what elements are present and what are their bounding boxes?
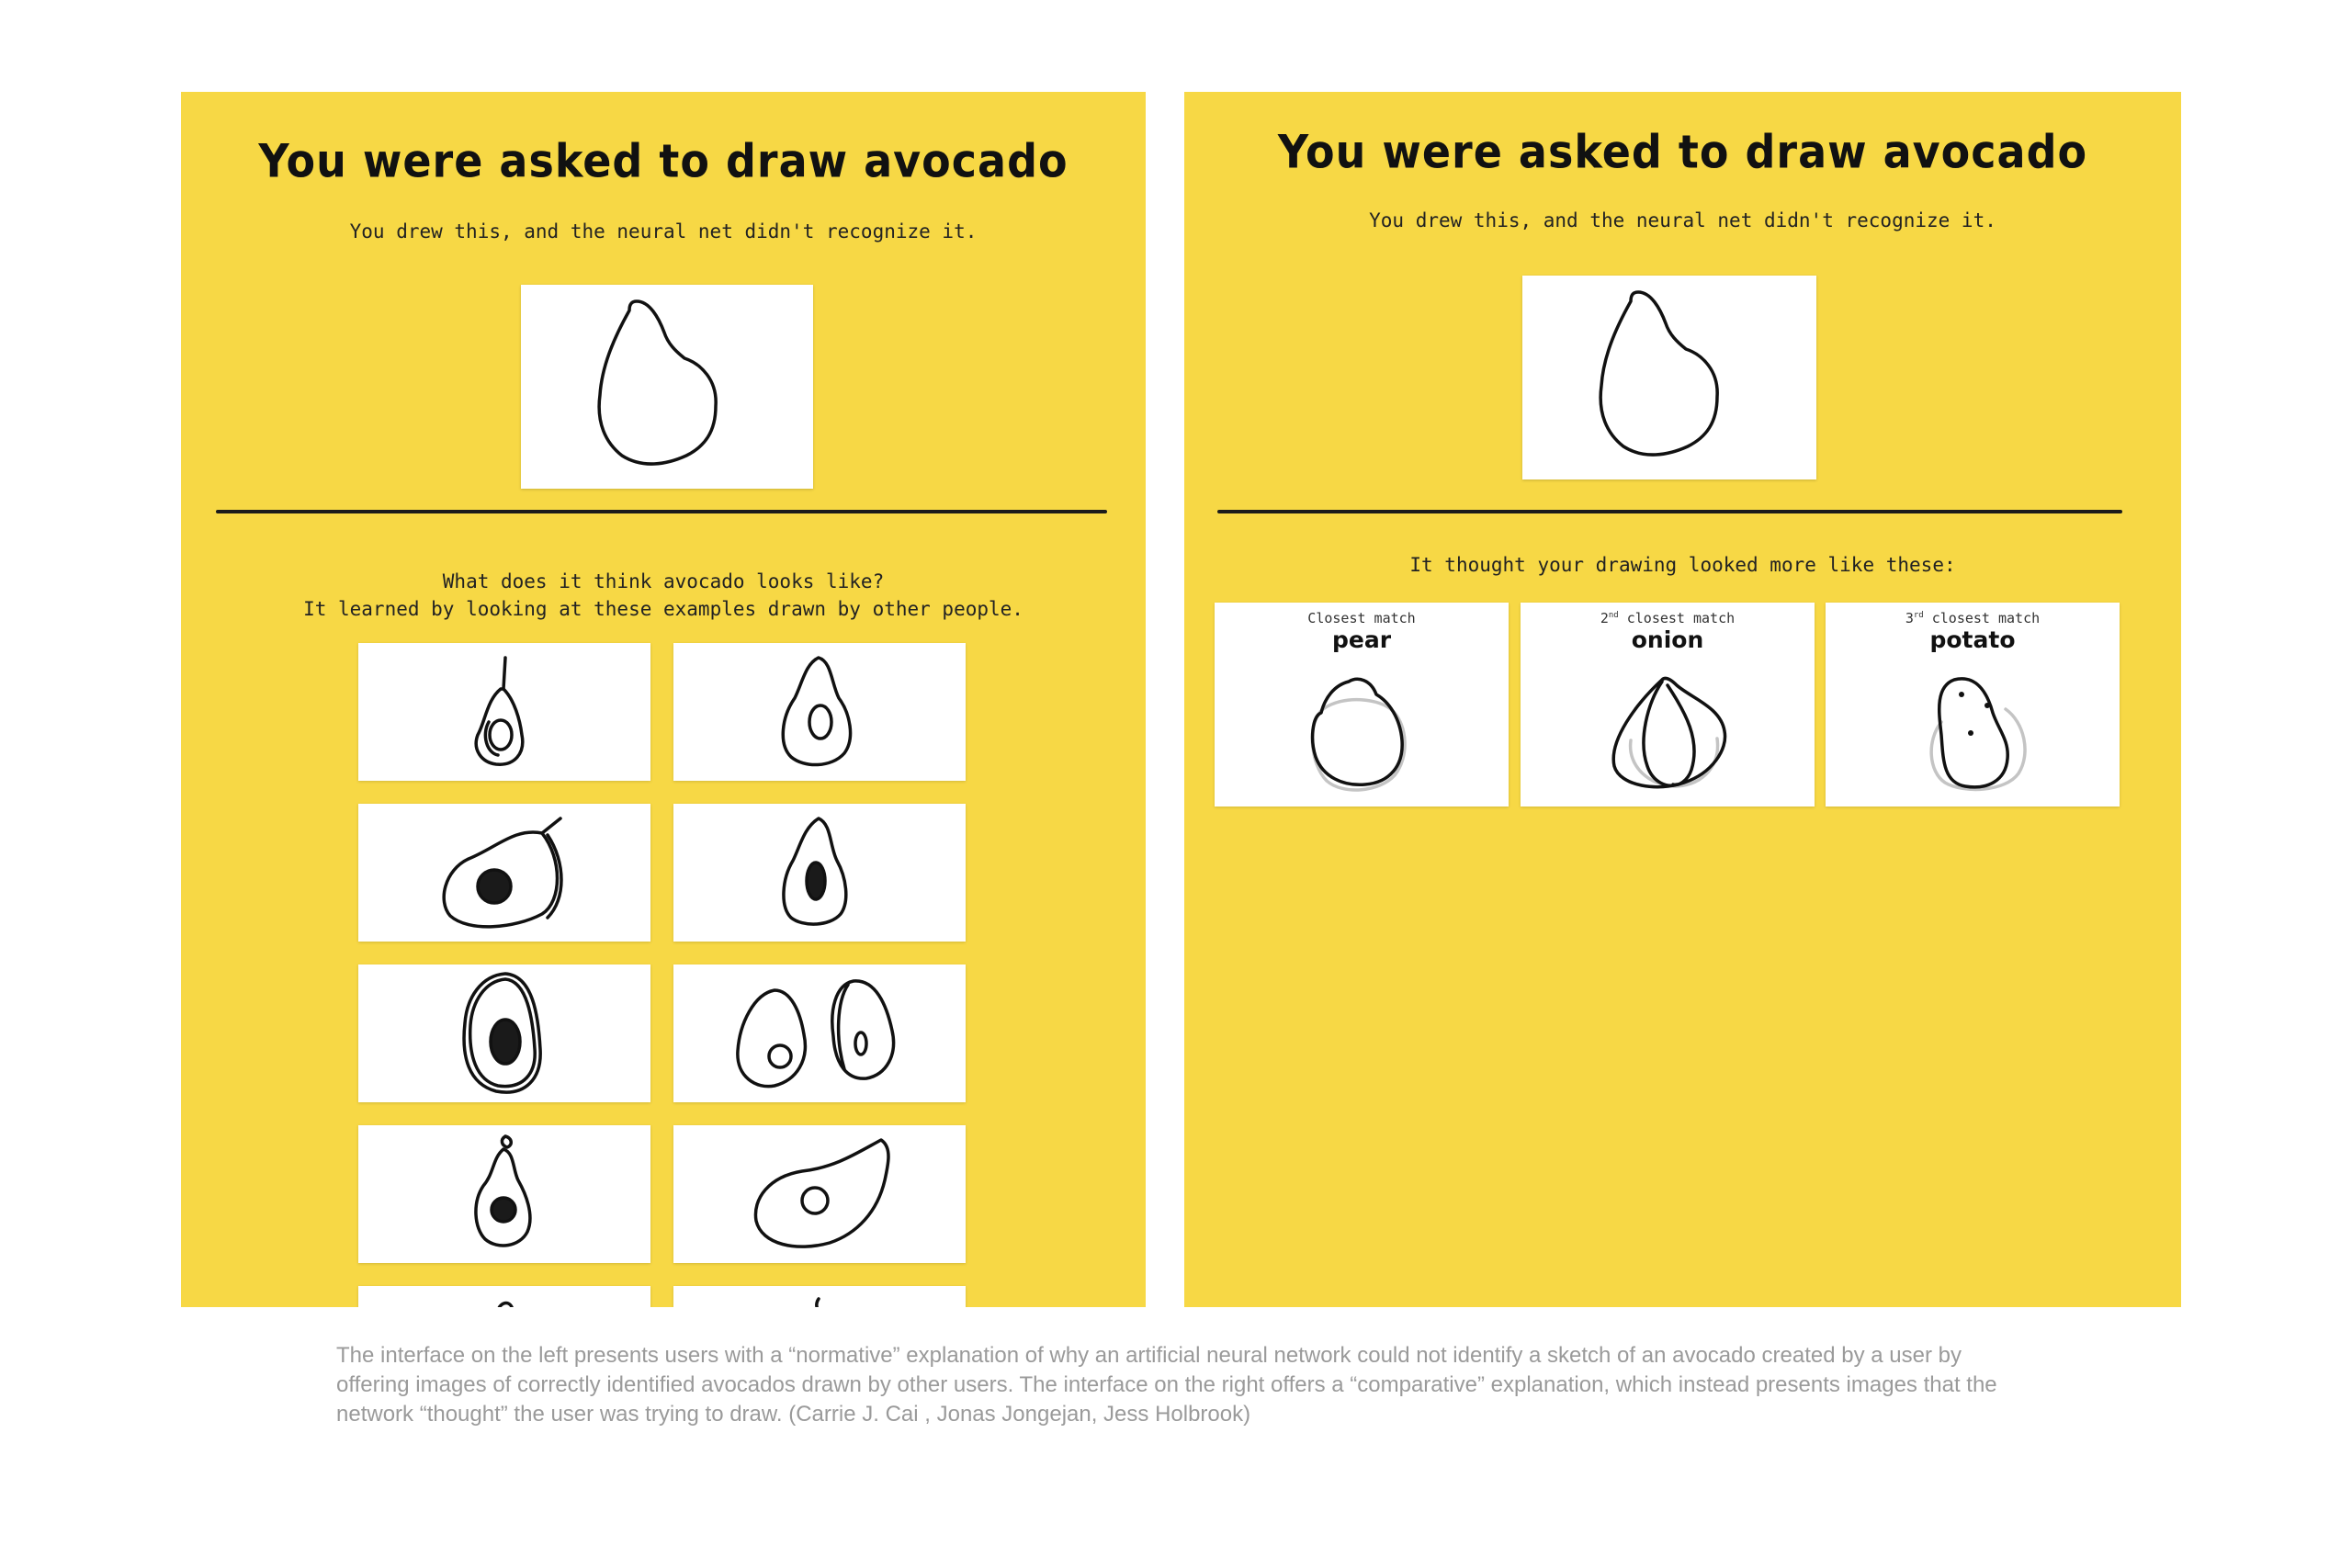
example-drawing — [673, 804, 966, 942]
comparison-prompt: It thought your drawing looked more like these: — [1409, 554, 1956, 576]
example-drawing — [673, 964, 966, 1102]
match-card-potato — [1826, 603, 2120, 807]
subtitle: You drew this, and the neural net didn't recognize it. — [1369, 209, 1996, 231]
comparative-explanation-panel — [1184, 92, 2181, 1307]
example-drawing — [673, 1125, 966, 1263]
figure-caption: The interface on the left presents users with a “normative” explanation of why an artificial neural network could not identify a sketch of an avocado created by a user by offering images of correctly identified avocados drawn by other users. The interface on the right offers a “comparative” explanation, which instead presents images that the network “thought” the user was trying to draw. (Carrie J. Cai , Jonas Jongejan, Jess Holbrook) — [336, 1343, 1997, 1427]
example-drawing — [673, 643, 966, 781]
example-drawing — [358, 643, 650, 781]
example-drawing — [358, 1286, 650, 1307]
question-line-1: What does it think avocado looks like? — [442, 570, 885, 592]
normative-explanation-panel — [181, 92, 1146, 1307]
onion-drawing — [1521, 603, 1815, 807]
example-drawing — [673, 1286, 966, 1307]
subtitle: You drew this, and the neural net didn't recognize it. — [349, 220, 978, 243]
match-card-pear — [1215, 603, 1509, 807]
section-divider — [1217, 510, 2122, 513]
example-drawing — [358, 1125, 650, 1263]
question-line-2: It learned by looking at these examples drawn by other people. — [303, 598, 1023, 620]
match-label: potato — [1929, 626, 2016, 653]
match-rank: 3rd closest match — [1905, 610, 2041, 626]
match-rank: Closest match — [1307, 610, 1416, 626]
user-sketch-drawing — [1522, 276, 1816, 479]
match-label: onion — [1631, 626, 1704, 653]
page-title: You were asked to draw avocado — [258, 133, 1069, 188]
page-title: You were asked to draw avocado — [1277, 124, 2088, 179]
potato-drawing — [1826, 603, 2120, 807]
pear-drawing — [1215, 603, 1509, 807]
user-drawing — [1522, 276, 1816, 479]
user-sketch-drawing — [521, 285, 813, 489]
match-rank: 2nd closest match — [1600, 610, 1736, 626]
example-drawing — [358, 804, 650, 942]
example-drawing — [358, 964, 650, 1102]
user-drawing — [521, 285, 813, 489]
section-divider — [216, 510, 1107, 513]
match-label: pear — [1331, 626, 1392, 653]
match-card-onion — [1521, 603, 1815, 807]
